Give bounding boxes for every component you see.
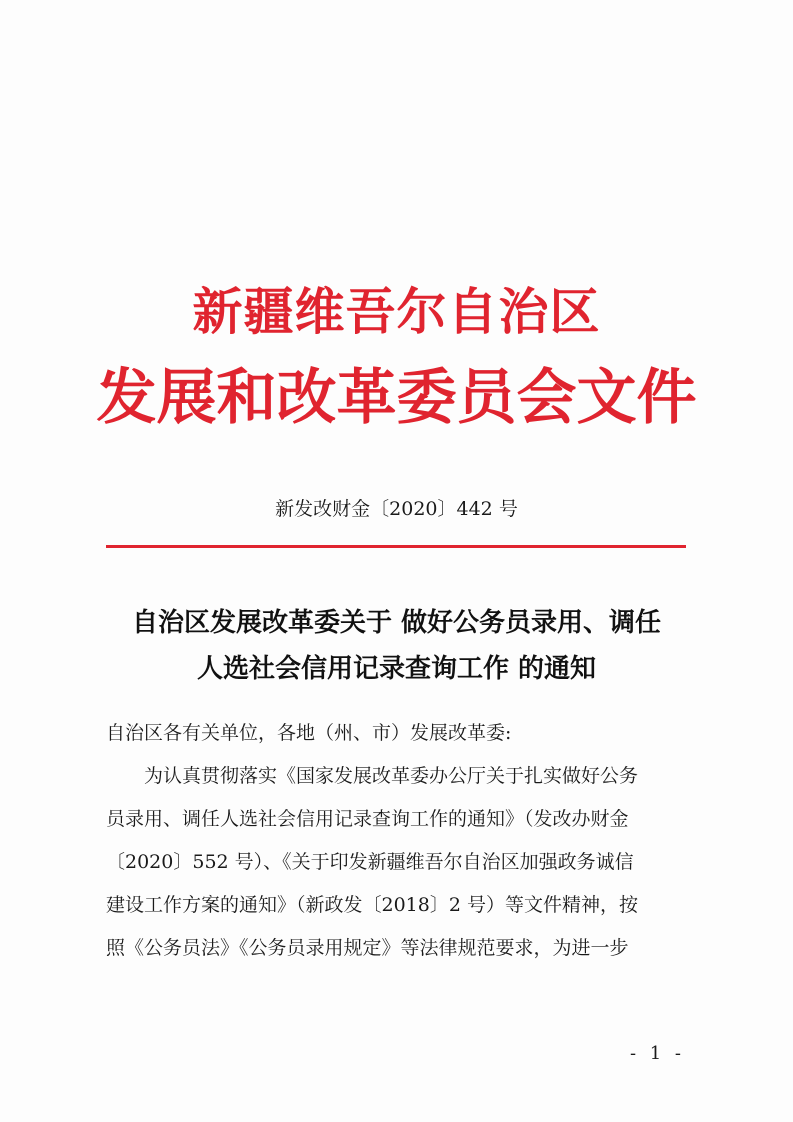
document-number: 新发改财金〔2020〕442 号 — [275, 498, 518, 520]
page-number: - 1 - — [629, 1043, 685, 1064]
issuer-header-line1: 新疆维吾尔自治区 — [192, 282, 601, 341]
body-line: 员录用、调任人选社会信用记录查询工作的通知》（发改办财金 — [106, 808, 629, 830]
title-line-2: 人选社会信用记录查询工作 的通知 — [196, 654, 597, 684]
body-line: 照《公务员法》《公务员录用规定》等法律规范要求，为进一步 — [106, 937, 629, 959]
body-line: 〔2020〕552 号）、《关于印发新疆维吾尔自治区加强政务诚信 — [106, 851, 634, 873]
title-line-1: 自治区发展改革委关于 做好公务员录用、调任 — [131, 608, 662, 638]
issuer-header-line2: 发展和改革委员会文件 — [96, 363, 697, 433]
body-line: 建设工作方案的通知》（新政发〔2018〕2 号）等文件精神，按 — [106, 894, 638, 916]
document-title — [60, 600, 733, 692]
salutation: 自治区各有关单位，各地（州、市）发展改革委: — [106, 722, 512, 744]
body-line: 为认真贯彻落实《国家发展改革委办公厅关于扎实做好公务 — [144, 765, 639, 787]
red-divider — [106, 545, 686, 548]
document-body — [106, 712, 700, 970]
